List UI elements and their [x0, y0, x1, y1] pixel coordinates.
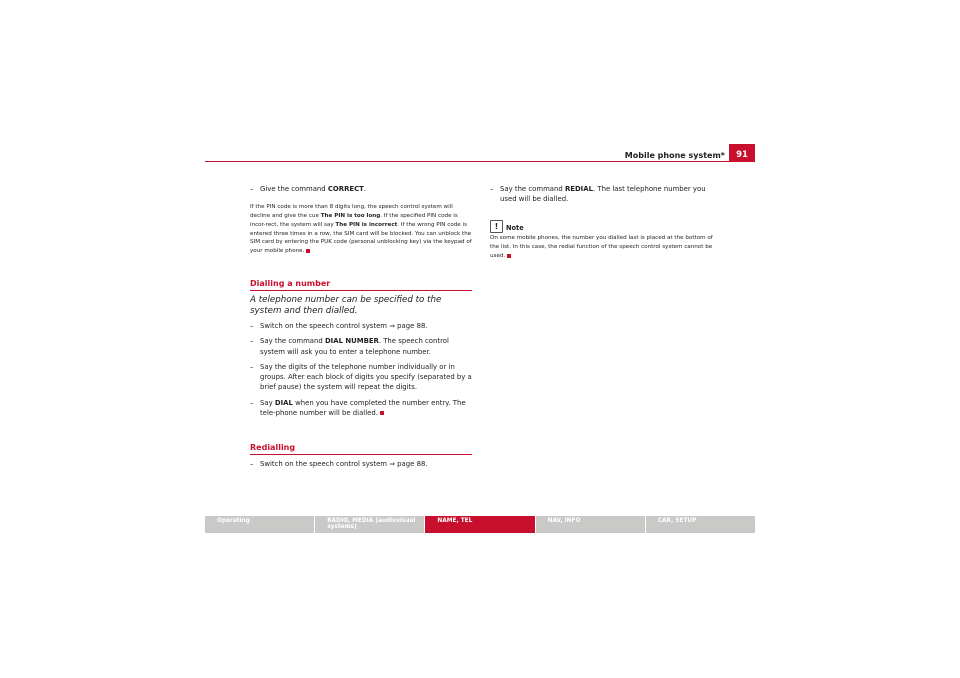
step-text: Switch on the speech control system ⇒ page 88. — [260, 322, 428, 331]
step-text: Switch on the speech control system ⇒ page 88. — [260, 460, 428, 469]
subtitle-dialling: A telephone number can be specified to the system and then dialled. — [250, 295, 442, 316]
command-dial-number: DIAL NUMBER — [324, 337, 379, 346]
pin-text-3: . If the wrong PIN code is entered three times in a row, the SIM card will be blocked. You can unblock the SIM card by entering the PUK code (personal unblocking key) via the keypad of your mobile phone. — [250, 221, 472, 255]
step-dash: – — [250, 362, 254, 371]
step-dash: – — [250, 337, 254, 346]
tab-car-setup[interactable]: CAR, SETUP — [646, 516, 755, 533]
step-suffix: . The speech control system will ask you to enter a telephone number. — [260, 337, 449, 356]
step-dash: – — [250, 322, 254, 331]
info-exclamation-icon: ! — [490, 220, 503, 233]
right-column — [490, 184, 715, 261]
heading-dialling: Dialling a number — [250, 279, 472, 291]
step-suffix: . The last telephone number you used will be dialled. — [500, 185, 706, 204]
step-text: Say the digits of the telephone number individually or in groups. After each block of digits you specify (separated by a brief pause) the system will repeat the digits. — [260, 362, 472, 392]
note-header — [490, 220, 715, 233]
tab-nav-info[interactable]: NAV, INFO — [536, 516, 645, 533]
command-redial: REDIAL — [564, 185, 593, 193]
red-square-icon — [306, 249, 310, 253]
note-text — [490, 234, 715, 260]
step-correct — [250, 184, 472, 194]
chapter-tabs — [205, 516, 755, 533]
header-rule — [205, 161, 755, 162]
step-dash: – — [250, 460, 254, 469]
page-number-badge: 91 — [729, 144, 755, 162]
step-prefix: Say the command — [260, 337, 325, 346]
step-dialling-3 — [250, 362, 472, 393]
tab-radio-media[interactable]: RADIO, MEDIA (audiovisual systems) — [315, 516, 424, 533]
command-dial: DIAL — [274, 398, 293, 407]
cue-pin-incorrect: The PIN is incorrect — [335, 221, 398, 228]
running-header-title: Mobile phone system* — [624, 151, 725, 160]
step-dash: – — [250, 185, 254, 193]
note-label: Note — [506, 224, 524, 233]
tab-name-tel[interactable]: NAME, TEL — [425, 516, 534, 533]
step-dialling-1 — [250, 321, 472, 331]
step-prefix: Say the command — [500, 185, 565, 193]
note-body: On some mobile phones, the number you dialled last is placed at the bottom of the list. In this case, the redial function of the speech control system cannot be used. — [490, 235, 713, 259]
step-suffix: . — [363, 185, 367, 193]
step-dialling-2 — [250, 336, 472, 356]
heading-redialling: Redialling — [250, 443, 472, 455]
pin-paragraph — [250, 203, 472, 256]
step-redial — [490, 184, 715, 204]
step-dash: – — [250, 398, 254, 407]
step-prefix: Give the command — [260, 185, 328, 193]
red-square-icon — [507, 254, 511, 258]
tab-operating[interactable]: Operating — [205, 516, 314, 533]
step-redialling-1 — [250, 459, 472, 469]
cue-pin-too-long: The PIN is too long — [320, 213, 381, 219]
step-dialling-4 — [250, 398, 472, 418]
pin-text-1: If the PIN code is more than 8 digits long, the speech control system will decline and give the cue — [250, 204, 453, 219]
step-dash: – — [490, 185, 494, 193]
left-column — [250, 184, 472, 474]
step-suffix: when you have completed the number entry. The tele-phone number will be dialled. — [260, 398, 466, 417]
pin-text-2: . If the specified PIN code is incor-rect, the system will say — [250, 213, 458, 228]
step-prefix: Say — [260, 398, 275, 407]
red-square-icon — [380, 411, 384, 415]
command-correct: CORRECT — [327, 185, 364, 193]
